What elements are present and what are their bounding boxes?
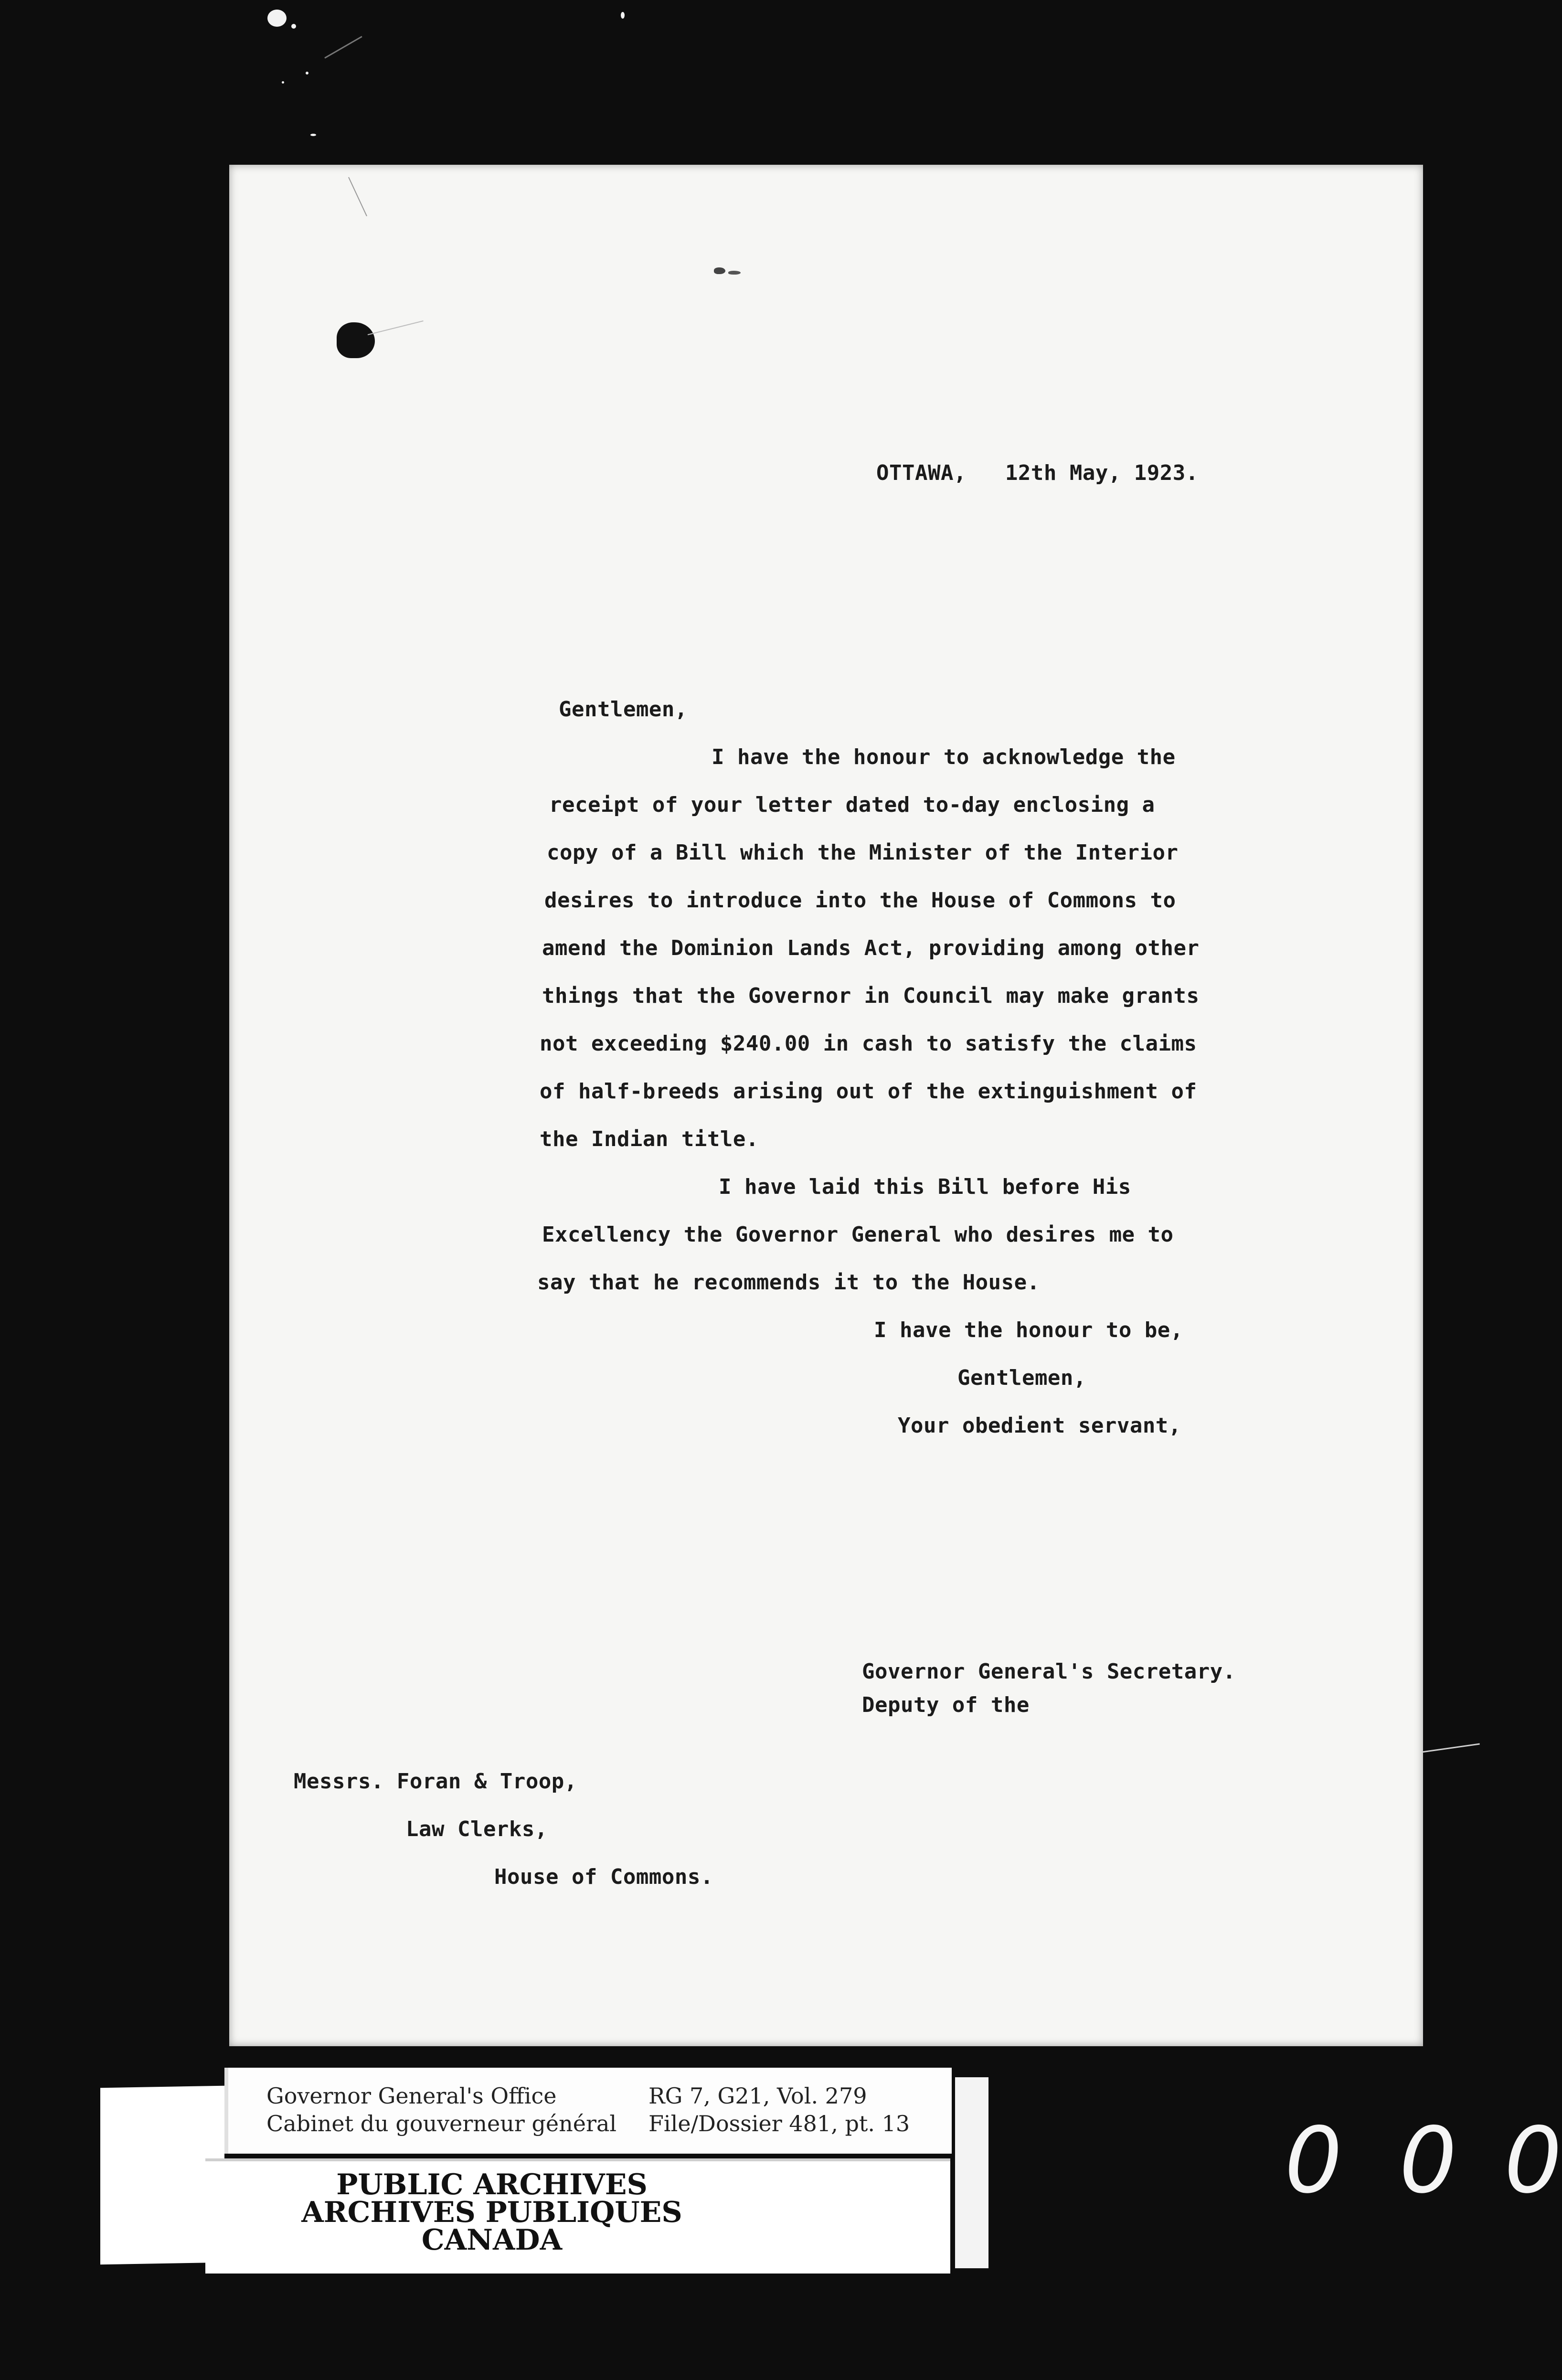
paragraph-line: I have the honour to acknowledge the <box>712 745 1176 769</box>
closing-line: Gentlemen, <box>957 1366 1086 1390</box>
closing-line: I have the honour to be, <box>874 1318 1183 1342</box>
archive-title-en: PUBLIC ARCHIVES <box>336 2168 648 2201</box>
paragraph-line: things that the Governor in Council may make grants <box>542 984 1200 1008</box>
addressee-line: House of Commons. <box>494 1865 713 1889</box>
paragraph-line: Excellency the Governor General who desires me to <box>542 1222 1174 1247</box>
addressee-line: Messrs. Foran & Troop, <box>294 1769 577 1794</box>
label-edge <box>955 2077 988 2268</box>
archive-title-label <box>205 2158 950 2274</box>
archive-reference-label <box>224 2068 952 2154</box>
archive-reference: RG 7, G21, Vol. 279 <box>648 2083 867 2109</box>
paragraph-line: not exceeding $240.00 in cash to satisfy the claims <box>540 1031 1197 1056</box>
salutation: Gentlemen, <box>559 697 688 722</box>
letter-sheet <box>229 165 1423 2046</box>
archive-title-fr: ARCHIVES PUBLIQUES <box>301 2196 682 2229</box>
film-scratch <box>1413 1743 1480 1754</box>
signature-line: Governor General's Secretary. <box>862 1659 1236 1684</box>
signature-line: Deputy of the <box>862 1693 1030 1717</box>
paragraph-line: of half-breeds arising out of the extinguishment of <box>540 1079 1197 1104</box>
film-scratch <box>324 36 362 59</box>
addressee-line: Law Clerks, <box>406 1817 548 1841</box>
office-fr: Cabinet du gouverneur général <box>266 2111 617 2136</box>
paragraph-line: say that he recommends it to the House. <box>537 1270 1040 1295</box>
pencil-mark <box>368 320 424 335</box>
paragraph-line: desires to introduce into the House of Commons to <box>544 888 1176 913</box>
paragraph-line: I have laid this Bill before His <box>719 1175 1131 1199</box>
paragraph-line: receipt of your letter dated to-day enclosing a <box>549 793 1155 817</box>
ink-blot <box>337 322 375 358</box>
ink-mark <box>728 271 741 275</box>
paragraph-line: copy of a Bill which the Minister of the Interior <box>547 840 1179 865</box>
paragraph-line: the Indian title. <box>540 1127 759 1151</box>
dateline: OTTAWA, 12th May, 1923. <box>876 461 1199 485</box>
pencil-mark <box>348 177 367 216</box>
archive-file: File/Dossier 481, pt. 13 <box>648 2111 910 2136</box>
ink-mark <box>714 267 725 274</box>
office-en: Governor General's Office <box>266 2083 557 2109</box>
archive-country: CANADA <box>421 2223 563 2257</box>
frame-counter-digit: 0 <box>1285 2108 1342 2213</box>
paragraph-line: amend the Dominion Lands Act, providing among other <box>542 936 1200 960</box>
frame-counter-digit: 0 <box>1504 2108 1562 2213</box>
frame-counter-digit: 0 <box>1399 2108 1457 2213</box>
closing-line: Your obedient servant, <box>898 1413 1181 1438</box>
